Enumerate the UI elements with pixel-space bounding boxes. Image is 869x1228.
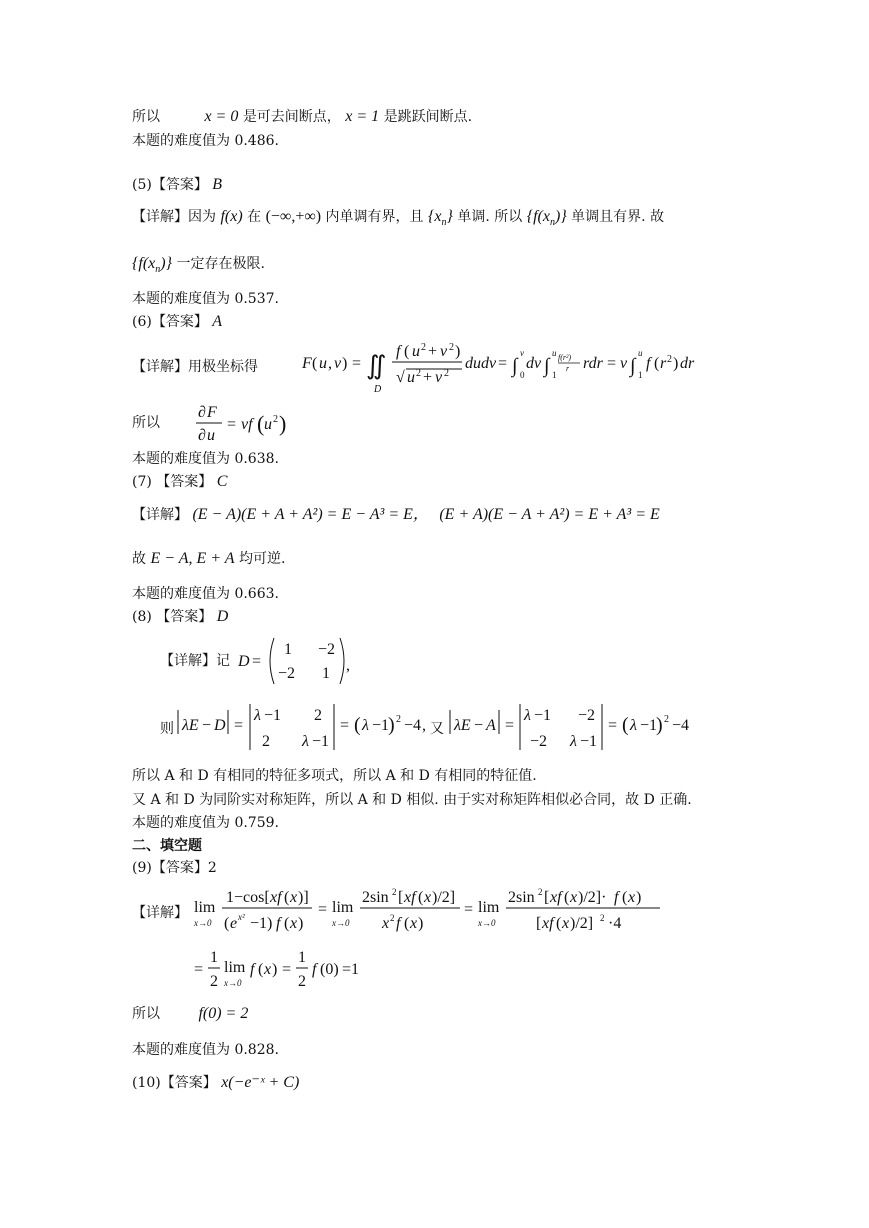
characteristic-polynomial-formula-A — [446, 700, 736, 756]
math: (E − A)(E + A + A²) = E − A³ = E， — [192, 506, 429, 523]
svg-text:=: = — [234, 717, 244, 734]
svg-text:1: 1 — [298, 949, 306, 966]
svg-text:[: [ — [544, 889, 550, 906]
text: 是跳跃间断点. — [383, 109, 473, 125]
svg-text:(: ( — [654, 355, 660, 372]
svg-text:(: ( — [564, 889, 570, 906]
svg-text:·4: ·4 — [608, 915, 622, 932]
svg-text:2: 2 — [664, 714, 669, 725]
svg-text:0: 0 — [520, 370, 525, 380]
svg-text:f: f — [396, 343, 401, 360]
svg-text:vf: vf — [241, 416, 253, 433]
text: 故 — [132, 551, 146, 567]
svg-text:f: f — [396, 915, 401, 932]
svg-text:λ: λ — [630, 717, 637, 734]
svg-text:=: = — [498, 355, 508, 372]
svg-text:(: ( — [284, 915, 290, 932]
svg-text:f(r²): f(r²) — [558, 353, 572, 362]
svg-text:v: v — [620, 355, 628, 372]
answer-label: (5)【答案】 — [132, 177, 208, 193]
svg-text:): ) — [298, 915, 304, 932]
answer-value: x(−e⁻ˣ + C) — [221, 1074, 300, 1091]
svg-text:x: x — [290, 915, 298, 932]
svg-text:u: u — [552, 348, 557, 358]
answer-line — [132, 176, 222, 194]
svg-text:λE: λE — [454, 717, 471, 734]
answer-line — [132, 473, 227, 491]
svg-text:dv: dv — [526, 355, 542, 372]
partial-derivative-formula — [194, 400, 304, 446]
detail-line — [132, 358, 258, 376]
label: 所以 — [132, 109, 160, 125]
difficulty-line: 本题的难度值为 0.828. — [132, 1042, 279, 1058]
difficulty-line: 本题的难度值为 0.537. — [132, 291, 279, 307]
answer-value: C — [216, 473, 228, 490]
svg-text:(: ( — [556, 915, 562, 932]
text: 在 — [247, 209, 262, 225]
svg-text:v: v — [334, 355, 342, 372]
svg-text:x: x — [424, 889, 432, 906]
svg-text:∬: ∬ — [366, 351, 387, 380]
svg-text:1−cos[: 1−cos[ — [226, 889, 270, 906]
svg-text:): ) — [388, 714, 395, 736]
svg-text:λ: λ — [302, 733, 309, 750]
svg-text:=: = — [318, 901, 328, 918]
svg-text:=: = — [608, 717, 618, 734]
svg-text:x: x — [290, 889, 298, 906]
text: 单调. 所以 — [457, 209, 523, 225]
svg-text:2: 2 — [392, 887, 397, 897]
svg-text:e: e — [230, 915, 238, 932]
svg-text:): ) — [656, 714, 663, 736]
text: 单调且有界. 故 — [571, 209, 665, 225]
svg-text:λ: λ — [254, 707, 261, 724]
svg-text:+: + — [423, 369, 433, 386]
svg-text:2: 2 — [667, 354, 672, 365]
detail-line: $\{f(x_n)\}$ 一定存在极限. — [132, 255, 265, 276]
svg-text:u: u — [638, 348, 643, 358]
svg-text:xf: xf — [550, 889, 562, 906]
svg-text:2: 2 — [390, 913, 395, 923]
svg-text:2: 2 — [538, 887, 543, 897]
math: E − A, E + A — [150, 550, 235, 567]
svg-text:): ) — [342, 355, 348, 372]
answer-label: (6)【答案】 — [132, 314, 208, 330]
svg-text:−: − — [202, 717, 212, 734]
svg-text:F: F — [207, 404, 217, 421]
svg-text:): ) — [455, 343, 461, 360]
detail-line — [132, 414, 160, 432]
svg-text:λ: λ — [524, 707, 531, 724]
detail-line — [132, 1005, 248, 1023]
svg-text:−2: −2 — [278, 665, 296, 682]
svg-text:−4: −4 — [672, 717, 690, 734]
svg-text:u: u — [264, 416, 272, 433]
svg-text:=1: =1 — [342, 961, 360, 978]
svg-text:−1: −1 — [264, 707, 282, 724]
text: 【详解】用极坐标得 — [132, 359, 258, 375]
svg-text:=: = — [340, 717, 350, 734]
svg-text:,: , — [328, 355, 332, 372]
svg-text:2: 2 — [416, 368, 421, 379]
detail-line — [160, 652, 230, 670]
svg-text:)/2]·: )/2]· — [578, 889, 607, 906]
svg-text:D: D — [238, 653, 250, 670]
svg-text:λ: λ — [362, 717, 369, 734]
svg-text:f: f — [646, 355, 651, 372]
svg-text:(: ( — [258, 961, 264, 978]
svg-text:∫: ∫ — [630, 355, 636, 377]
svg-text:(: ( — [622, 889, 628, 906]
svg-text:D: D — [374, 384, 382, 395]
svg-text:u: u — [319, 355, 327, 372]
math: x = 0 — [204, 108, 239, 125]
svg-text:−: − — [474, 717, 484, 734]
svg-text:−1: −1 — [372, 717, 390, 734]
svg-text:lim: lim — [194, 899, 216, 916]
svg-text:u: u — [207, 427, 215, 444]
svg-text:)/2]: )/2] — [570, 915, 594, 932]
svg-text:2: 2 — [298, 973, 306, 990]
svg-text:u: u — [407, 369, 415, 386]
text: 一定存在极限. — [176, 256, 265, 272]
svg-text:−2: −2 — [530, 733, 548, 750]
svg-text:r: r — [660, 355, 667, 372]
svg-text:xf: xf — [542, 915, 554, 932]
svg-text:): ) — [636, 889, 642, 906]
text: 【详解】因为 — [132, 209, 216, 225]
detail-line — [132, 904, 188, 922]
svg-text:1: 1 — [210, 949, 218, 966]
svg-text:f: f — [276, 915, 281, 932]
math: f(0) = 2 — [198, 1005, 249, 1022]
svg-text:F: F — [302, 355, 312, 372]
text: 则 — [160, 721, 174, 737]
svg-text:−1): −1) — [250, 915, 273, 932]
detail-line: 【详解】因为 f(x) 在 (−∞,+∞) 内单调有界，且 $\{x_n\}$ 单调. 所以 $\{f(x_n)\}$ 单调且有界. 故 — [132, 208, 665, 229]
svg-text:−1: −1 — [580, 733, 598, 750]
svg-text:rdr: rdr — [583, 355, 603, 372]
text-line — [132, 108, 472, 126]
difficulty-line: 本题的难度值为 0.486. — [132, 133, 279, 149]
svg-text:x→0: x→0 — [224, 978, 242, 988]
math: {x — [427, 208, 442, 225]
difficulty-line: 本题的难度值为 0.663. — [132, 586, 279, 602]
svg-text:(: ( — [404, 915, 410, 932]
svg-text:v: v — [435, 369, 443, 386]
svg-text:∫: ∫ — [512, 355, 518, 377]
svg-text:∂: ∂ — [198, 427, 206, 444]
limit-result-formula — [192, 944, 392, 994]
text-line: 所以 A 和 D 有相同的特征多项式，所以 A 和 D 有相同的特征值. — [132, 768, 537, 784]
svg-text:2: 2 — [273, 414, 278, 425]
answer-line — [132, 313, 222, 331]
svg-text:A: A — [486, 717, 496, 734]
svg-text:dudv: dudv — [465, 355, 497, 372]
svg-text:r: r — [566, 364, 570, 373]
svg-text:): ) — [418, 915, 424, 932]
svg-text:(: ( — [622, 714, 629, 736]
svg-text:f: f — [250, 961, 255, 978]
text: 所以 — [132, 415, 160, 431]
svg-text:=: = — [282, 961, 292, 978]
svg-text:−2: −2 — [578, 707, 596, 724]
svg-text:)]: )] — [298, 889, 309, 906]
svg-text:=: = — [607, 355, 617, 372]
svg-text:x²: x² — [238, 912, 245, 922]
svg-text:,: , — [422, 717, 426, 734]
svg-text:v: v — [440, 343, 448, 360]
math: x = 1 — [345, 108, 380, 125]
math: (E + A)(E − A + A²) = E + A³ = E — [439, 506, 660, 523]
svg-text:,: , — [346, 657, 350, 674]
detail-line — [430, 720, 444, 738]
svg-text:2sin: 2sin — [362, 889, 389, 906]
svg-text:x: x — [410, 915, 418, 932]
svg-text:−1: −1 — [640, 717, 658, 734]
svg-text:2sin: 2sin — [508, 889, 535, 906]
svg-text:(: ( — [312, 355, 318, 372]
svg-text:[: [ — [536, 915, 542, 932]
svg-text:=: = — [352, 355, 362, 372]
math: (−∞,+∞) — [265, 208, 322, 225]
svg-text:=: = — [464, 901, 474, 918]
answer-value: A — [212, 313, 223, 330]
section-heading: 二、填空题 — [132, 838, 202, 854]
svg-text:1: 1 — [322, 665, 330, 682]
svg-text:x: x — [570, 889, 578, 906]
svg-text:1: 1 — [552, 370, 557, 380]
math: f(x) — [220, 208, 243, 225]
detail-line — [132, 550, 285, 568]
text: 【详解】 — [132, 905, 188, 921]
svg-text:1: 1 — [638, 370, 643, 380]
svg-text:∫: ∫ — [544, 355, 550, 377]
difficulty-line: 本题的难度值为 0.759. — [132, 815, 279, 831]
math: {f(x — [132, 255, 156, 272]
answer-line: (9)【答案】2 — [132, 860, 217, 876]
svg-text:x: x — [264, 961, 272, 978]
svg-text:v: v — [520, 348, 524, 358]
answer-line — [132, 1074, 299, 1092]
svg-text:−4: −4 — [404, 717, 422, 734]
polar-integral-formula — [300, 336, 720, 398]
detail-line — [132, 506, 660, 524]
text: 所以 — [132, 1006, 160, 1022]
answer-label: (8) 【答案】 — [132, 609, 213, 625]
svg-text:√: √ — [396, 369, 405, 386]
svg-text:1: 1 — [284, 641, 292, 658]
svg-text:2: 2 — [262, 733, 270, 750]
svg-text:[: [ — [398, 889, 404, 906]
detail-line — [160, 720, 174, 738]
svg-text:2: 2 — [449, 342, 454, 353]
svg-text:2: 2 — [444, 368, 449, 379]
answer-label: (10)【答案】 — [132, 1075, 217, 1091]
svg-text:dr: dr — [680, 355, 695, 372]
text: 是可去间断点， — [242, 109, 341, 125]
difficulty-line: 本题的难度值为 0.638. — [132, 451, 279, 467]
svg-text:2: 2 — [600, 913, 605, 923]
answer-value: B — [212, 176, 223, 193]
text: 均可逆. — [239, 551, 286, 567]
svg-text:2: 2 — [421, 342, 426, 353]
text-line: 又 A 和 D 为同阶实对称矩阵，所以 A 和 D 相似. 由于实对称矩阵相似必合同，故 D 正确. — [132, 792, 692, 808]
svg-text:x: x — [628, 889, 636, 906]
svg-text:): ) — [272, 961, 278, 978]
text: 内单调有界，且 — [325, 209, 424, 225]
text: 又 — [430, 721, 444, 737]
svg-text:(: ( — [404, 343, 410, 360]
answer-line — [132, 608, 228, 626]
svg-text:D: D — [214, 717, 226, 734]
svg-text:u: u — [412, 343, 420, 360]
svg-text:λ: λ — [570, 733, 577, 750]
svg-text:(: ( — [224, 915, 230, 932]
svg-text:xf: xf — [270, 889, 282, 906]
svg-text:x→0: x→0 — [194, 918, 212, 928]
svg-text:λE: λE — [182, 717, 199, 734]
svg-text:x→0: x→0 — [478, 918, 496, 928]
svg-text:−1: −1 — [534, 707, 552, 724]
svg-text:(: ( — [284, 889, 290, 906]
svg-text:f: f — [614, 889, 619, 906]
svg-text:lim: lim — [332, 899, 354, 916]
svg-text:)/2]: )/2] — [432, 889, 456, 906]
svg-text:(0): (0) — [320, 961, 339, 978]
math: {f(x — [526, 208, 550, 225]
svg-text:): ) — [279, 411, 287, 436]
svg-text:=: = — [505, 717, 515, 734]
svg-text:x: x — [382, 915, 390, 932]
text: 【详解】 — [132, 507, 188, 523]
svg-text:lim: lim — [478, 899, 500, 916]
svg-text:lim: lim — [224, 959, 246, 976]
svg-text:xf: xf — [404, 889, 416, 906]
svg-text:): ) — [673, 355, 679, 372]
svg-text:f: f — [312, 961, 317, 978]
svg-text:=: = — [252, 653, 262, 670]
limit-derivation-formula — [192, 882, 672, 938]
svg-text:+: + — [428, 343, 438, 360]
text: 【详解】记 — [160, 653, 230, 669]
matrix-D-definition — [238, 632, 368, 690]
svg-text:=: = — [194, 961, 204, 978]
answer-value: D — [216, 608, 229, 625]
svg-text:−1: −1 — [312, 733, 330, 750]
svg-text:2: 2 — [314, 707, 322, 724]
svg-text:=: = — [227, 416, 237, 433]
svg-text:x: x — [562, 915, 570, 932]
svg-text:2: 2 — [210, 973, 218, 990]
svg-text:2: 2 — [396, 714, 401, 725]
svg-text:(: ( — [418, 889, 424, 906]
svg-text:x→0: x→0 — [332, 918, 350, 928]
answer-label: (7) 【答案】 — [132, 474, 213, 490]
svg-text:(: ( — [354, 714, 361, 736]
svg-text:∂: ∂ — [198, 404, 206, 421]
svg-text:(: ( — [257, 411, 265, 436]
svg-text:−2: −2 — [318, 641, 336, 658]
